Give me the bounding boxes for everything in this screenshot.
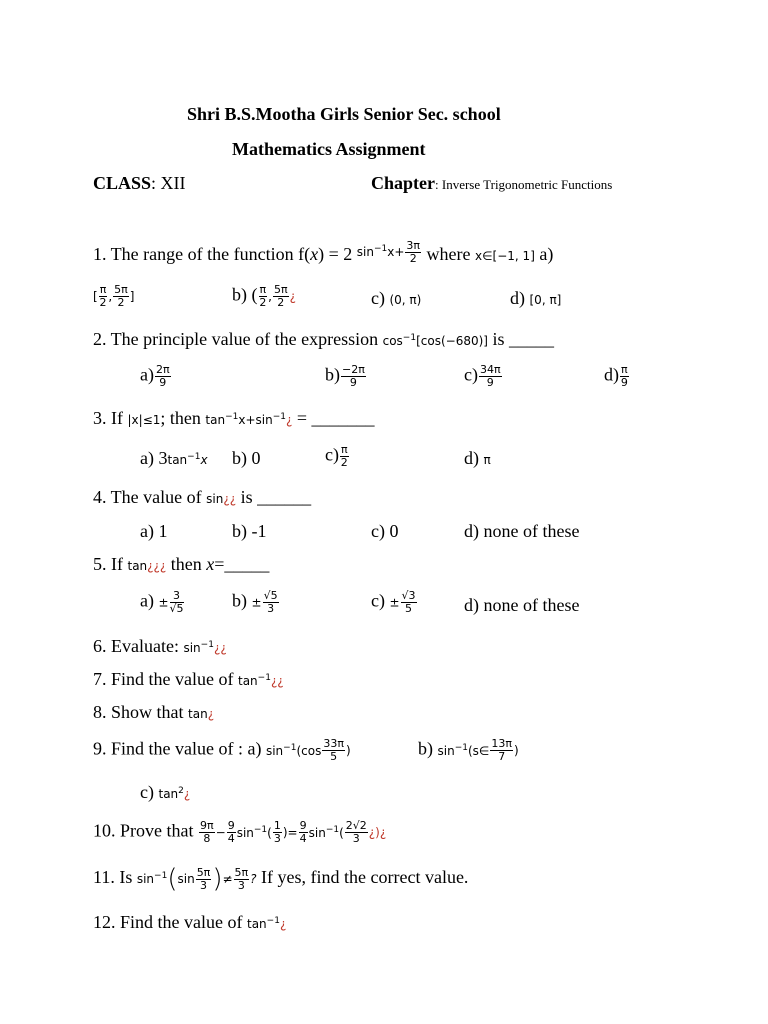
question-12: 12. Find the value of $\tan^{-1}¿$ (93, 912, 287, 932)
q1-option-b: b) ( $\frac{\pi}{2}$ , $\frac{5\pi}{2}$ ¿ (232, 283, 296, 309)
chapter-label: Chapter (371, 173, 435, 193)
question-7: 7. Find the value of $\tan^{-1}¿¿$ (93, 669, 284, 689)
question-3: 3. If |x|≤1; then $\tan^{-1}x+\sin^{-1}¿$ = _______ (93, 408, 375, 428)
class-value: : XII (151, 173, 186, 193)
question-1: 1. The range of the function f(x) = 2 $^{sin^{-1}x+ \frac{3\pi}{2}}$ where x∈[−1, 1] a) (93, 239, 554, 265)
q1-option-d: d) [0, π] (510, 288, 562, 308)
q4-option-d: d) none of these (464, 521, 580, 541)
q9-part-c: c) $\tan^2¿$ (140, 782, 191, 802)
class-line (93, 173, 186, 194)
q4-option-c: c) 0 (371, 521, 399, 541)
q1-domain: x∈[−1, 1] (475, 249, 535, 263)
chapter-value: : Inverse Trigonometric Functions (435, 177, 613, 192)
q1-exponent: sin−1x+ 3π 2 (356, 239, 421, 265)
q3-option-c: c) $\frac{\pi}{2}$ (325, 443, 348, 469)
q3-option-b: b) 0 (232, 448, 261, 468)
q5-option-a: a) ± $\frac{3}{√5}$ (140, 589, 184, 615)
q3-option-d: d) π (464, 448, 491, 468)
q4-option-b: b) -1 (232, 521, 267, 541)
question-9: 9. Find the value of : a) $\sin^{-1}(\cos$ $\frac{33\pi}{5}$ ) (93, 737, 351, 763)
question-2: 2. The principle value of the expression $\cos^{-1}[\cos(-680)]$ is _____ (93, 329, 554, 349)
q5-option-d: d) none of these (464, 595, 580, 615)
question-5: 5. If tan¿¿¿ then x=_____ (93, 554, 270, 574)
q9-part-b: b) $\sin^{-1}(s\in$ $\frac{13\pi}{7}$ ) (418, 737, 519, 763)
question-10: 10. Prove that $\frac{9\pi}{8}$ − $\frac{9}{4}$ $\sin^{-1}$( $\frac{1}{3}$ )= $\frac{9}{4}$ $\sin^{-1}$( $\frac{2√2}{3}$ ¿)¿ (93, 819, 387, 845)
q2-option-c: c) $\frac{34\pi}{9}$ (464, 363, 501, 389)
q2-option-a: a) $\frac{2\pi}{9}$ (140, 363, 170, 389)
chapter-line (371, 173, 612, 194)
q5-option-b: b) ± $\frac{√5}{3}$ (232, 589, 278, 615)
q1-option-a: [ $\frac{\pi}{2}$ , $\frac{5\pi}{2}$ ] (93, 283, 135, 309)
q1-option-c: c) (0, π) (371, 288, 422, 308)
question-11: 11. Is $\sin^{-1}(\sin$ $\frac{5\pi}{3}$ )≠ $\frac{5\pi}{3}$ ? If yes, find the correct value. (93, 864, 469, 894)
question-6: 6. Evaluate: $\sin^{-1}¿¿$ (93, 636, 227, 656)
class-label: CLASS (93, 173, 152, 193)
assignment-title: Mathematics Assignment (232, 139, 426, 159)
q4-option-a: a) 1 (140, 521, 168, 541)
q2-option-d: d) $\frac{\pi}{9}$ (604, 363, 628, 389)
school-name: Shri B.S.Mootha Girls Senior Sec. school (187, 104, 501, 124)
q3-option-a: a) $3\tan^{-1}x$ (140, 448, 208, 468)
question-4: 4. The value of sin¿¿ is ______ (93, 487, 312, 507)
question-8: 8. Show that tan¿ (93, 702, 215, 722)
q5-option-c: c) ± $\frac{√3}{5}$ (371, 589, 416, 615)
q2-option-b: b) $\frac{-2\pi}{9}$ (325, 363, 365, 389)
